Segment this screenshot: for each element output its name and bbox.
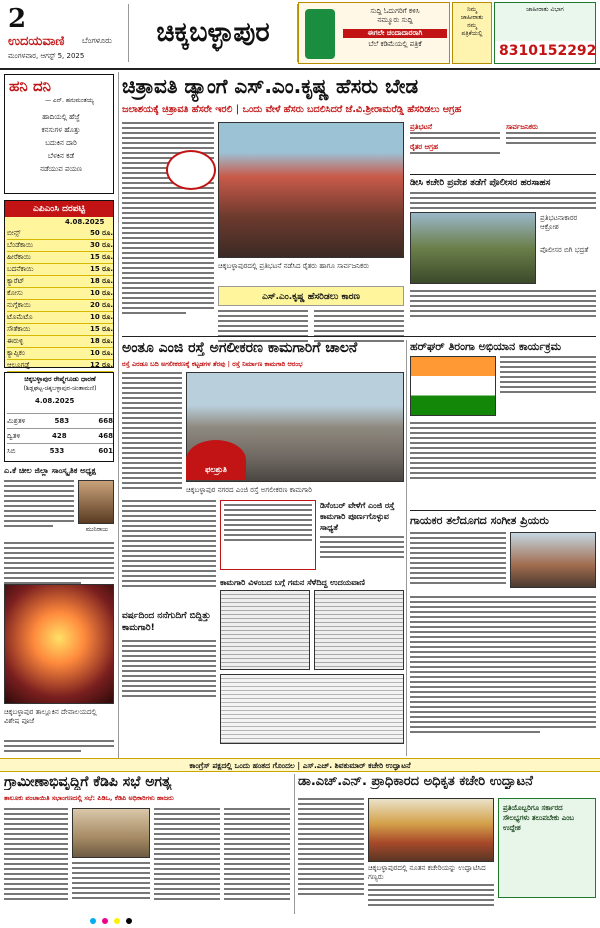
bottom-left-headline: ಗ್ರಾಮೀಣಾಭಿವೃದ್ಧಿಗೆ ಕೆಡಿಪಿ ಸಭೆ ಅಗತ್ಯ [4, 774, 172, 790]
bottom-left-sub: ತಾಲೂಕು ಪಂಚಾಯಿತಿ ಸಭಾಂಗಣದಲ್ಲಿ ಸಭೆ: ಪಿಡಿಒ, ಕೆಡಿಪಿ ಅಧಿಕಾರಿಗಳು ಹಾಜರು [4, 794, 174, 802]
clipping-2 [314, 590, 404, 670]
singer-title: ಗಾಯಕರ ತಲೆದೂಗದ ಸಂಗೀತ ಪ್ರಿಯರು [410, 514, 549, 527]
road-box [220, 500, 316, 570]
road-subhead: ರಸ್ತೆ ಎರಡೂ ಬದಿ ಅಗಲೀಕರಣಕ್ಕೆ ಕಟ್ಟಡಗಳ ತೆರವು | ರಸ್ತೆ ನಿರ್ಮಾಣ ಕಾಮಗಾರಿ ಆರಂಭ [122, 360, 303, 368]
market-b: 601 [98, 447, 113, 455]
ad3-line-1: ಜಾಹೀರಾತು ವಿಭಾಗ [526, 6, 564, 13]
rate-price: 15 ರೂ. [89, 325, 113, 333]
paper-name: ಉದಯವಾಣಿ [8, 34, 65, 49]
police-note: ಪ್ರತಿಭಟನಾಕಾರರ ಆಕ್ರೋಶ [540, 214, 578, 231]
subscription-ad [298, 2, 450, 64]
ad-phone: 8310152292 [499, 43, 597, 59]
market-row [7, 443, 113, 458]
page-number: 2 [8, 4, 27, 34]
market-b: 668 [98, 417, 113, 425]
honey-dani-box [4, 74, 114, 194]
market-date: 4.08.2025 [35, 397, 75, 405]
poem-line: ಬೆಳಕಿನ ಕಡೆ [47, 152, 75, 160]
rate-row [7, 312, 113, 324]
clipping-1 [220, 590, 310, 670]
market-a: 533 [49, 447, 65, 455]
rate-row [7, 240, 113, 252]
temple-photo [4, 584, 114, 704]
rate-item: ಕ್ಯಾರೆಟ್ [7, 277, 25, 285]
rate-price: 20 ರೂ. [89, 301, 113, 309]
obituary-photo [78, 480, 114, 524]
road-headline: ಅಂತೂ ಎಂಜಿ ರಸ್ತೆ ಅಗಲೀಕರಣ ಕಾಮಗಾರಿಗೆ ಚಾಲನೆ [122, 340, 358, 356]
clip-title: ಕಾಮಗಾರಿ ವಿಳಂಬದ ಬಗ್ಗೆ ಗಮನ ಸೆಳೆದಿದ್ದ ಉದಯವಾಣಿ [220, 578, 365, 587]
tiranga-photo [410, 356, 496, 416]
rate-row [7, 324, 113, 336]
masthead [0, 0, 600, 68]
police-note: ಪೊಲೀಸರ ಬಿಗಿ ಭದ್ರತೆ [540, 246, 589, 254]
ad-line-3: ಈಗಲೇ ಚಂದಾದಾರರಾಗಿ [343, 29, 447, 38]
rate-item: ನುಗ್ಗೆಕಾಯಿ [7, 301, 31, 309]
market-row [7, 413, 113, 428]
market-sub: (ಶಿಡ್ಲಘಟ್ಟ-ಚಿಕ್ಕಬಳ್ಳಾಪುರ-ಚಿಂತಾಮಣಿ) [23, 385, 97, 392]
rate-row [7, 276, 113, 288]
poem-line: ಬದುಕಿನ ದಾರಿ [45, 139, 77, 147]
rate-item: ಸೌತೆಕಾಯಿ [7, 325, 31, 333]
registration-marks [90, 918, 510, 926]
phalashruti-badge: ಫಲಶ್ರುತಿ [186, 440, 246, 480]
rate-row [7, 288, 113, 300]
obituary-title: ಎ.ಕೆ ಚೀಲ ಜಿಲ್ಲಾ ಸಾಂಸ್ಕೃತಿಕ ಅಧ್ಯಕ್ಷ [4, 466, 96, 475]
rates-date: 4.08.2025 [65, 218, 105, 226]
rate-price: 15 ರೂ. [89, 265, 113, 273]
silk-market-box [4, 372, 114, 462]
poem-line: ಕನಸುಗಳ ಹೊತ್ತು [41, 126, 81, 134]
ad-line-2: ನಮ್ಮೂರು ಸುದ್ದಿ [377, 16, 413, 24]
lead-box: ಎಸ್.ಎಂ.ಕೃಷ್ಣ ಹೆಸರಿಡಲು ಕಾರಣ [218, 286, 404, 306]
bullet-item: ಪ್ರತಿಭಟನೆ [410, 123, 433, 131]
honey-title: ಹನಿ ದನಿ [9, 77, 51, 95]
rate-item: ಬದನೆಕಾಯಿ [7, 265, 34, 273]
ad-line-1: ಸುದ್ದಿ ಓದುಗರಿಗೆ ಕಳಿಸಿ [370, 7, 420, 15]
lead-photo [218, 122, 404, 258]
singer-photo [510, 532, 596, 588]
tiranga-title: ಹರ್‌ಘರ್ ತಿರಂಗಾ ಅಭಿಯಾನ ಕಾರ್ಯಕ್ರಮ [410, 340, 562, 353]
road-photo-caption: ಚಿಕ್ಕಬಳ್ಳಾಪುರ ನಗರದ ಎಂಜಿ ರಸ್ತೆ ಅಗಲೀಕರಣ ಕಾಮಗಾರಿ [186, 486, 312, 494]
date-line: ಮಂಗಳವಾರ, ಆಗಸ್ಟ್ 5, 2025 [8, 52, 85, 60]
rate-row [7, 228, 113, 240]
bottom-strip: ಕಾಂಗ್ರೆಸ್ ಪಕ್ಷದಲ್ಲಿ ಒಂದು ಹಂತದ ಗೊಂದಲ | ಎಸ್.ಎಚ್. ಶಿವಕುಮಾರ್ ಕಚೇರಿ ಉದ್ಘಾಟನೆ [0, 758, 600, 772]
market-a: 428 [52, 432, 67, 440]
obituary-name: ಮುನಿರಾಜು [85, 526, 109, 533]
temple-caption: ಚಿಕ್ಕಬಳ್ಳಾಪುರ ತಾಲ್ಲೂಕಿನ ದೇವಾಲಯದಲ್ಲಿ ವಿಶೇಷ ಪೂಜೆ [4, 708, 97, 725]
rate-price: 10 ರೂ. [89, 313, 113, 321]
rate-item: ಕ್ಯಾಪ್ಸಿಕಂ [7, 349, 25, 357]
rate-row [7, 252, 113, 264]
rate-price: 15 ರೂ. [89, 253, 113, 261]
rate-price: 30 ರೂ. [89, 241, 113, 249]
lead-subhead: ಜಲಾಶಯಕ್ಕೆ ಚಿತ್ರಾವತಿ ಹೆಸರೇ ಇರಲಿ | ಒಂದು ವೇಳೆ ಹೆಸರು ಬದಲಿಸಿದರೆ ಜೆ.ವಿ.ಶ್ರೀರಾಮರೆಡ್ಡಿ ಹೆಸರಿಡಲು ಆಗ್ರಹ [122, 104, 462, 115]
side-title: ವರ್ಷದಿಂದ ನನೆಗುದಿಗೆ ಬಿದ್ದಿತ್ತು ಕಾಮಗಾರಿ! [122, 611, 211, 633]
market-label: ಮಿಶ್ರತಳಿ [7, 417, 26, 425]
market-row [7, 428, 113, 443]
market-a: 583 [54, 417, 70, 425]
bullet-item: ರೈತರ ಆಗ್ರಹ [410, 143, 439, 151]
ad2-line-1: ನಿಮ್ಮ ಜಾಹೀರಾತು [460, 6, 484, 21]
quote-box: ಪ್ರತಿಯೊಬ್ಬರಿಗೂ ಸರ್ಕಾರದ ಸೌಲಭ್ಯಗಳು ತಲುಪಬೇಕು ಎಂಬ ಉದ್ದೇಶ [498, 798, 596, 898]
rate-price: 10 ರೂ. [89, 349, 113, 357]
lead-photo-caption: ಚಿಕ್ಕಬಳ್ಳಾಪುರದಲ್ಲಿ ಪ್ರತಿಭಟನೆ ನಡೆಸಿದ ರೈತರು ಹಾಗೂ ಸಾರ್ವಜನಿಕರು [218, 262, 370, 270]
meeting-photo [72, 808, 150, 858]
lead-photo-stamp [166, 150, 216, 190]
market-label: ದ್ವಿತಳಿ [7, 432, 21, 440]
left-column [0, 72, 118, 832]
rate-item: ಟೊಮೆಟೊ [7, 313, 33, 321]
apmc-rates-table [4, 200, 114, 368]
inauguration-caption: ಚಿಕ್ಕಬಳ್ಳಾಪುರದಲ್ಲಿ ನೂತನ ಕಚೇರಿಯನ್ನು ಉದ್ಘಾಟಿಸಿದ ಗಣ್ಯರು [368, 864, 486, 881]
lead-bullets [410, 122, 596, 172]
poem-line: ಹಾದಿಯಲ್ಲಿ ಹೆಜ್ಜೆ [42, 113, 80, 121]
road-box-title: ಡಿಸೆಂಬರ್ ವೇಳೆಗೆ ಎಂಜಿ ರಸ್ತೆ ಕಾಮಗಾರಿ ಪೂರ್ಣಗೊಳ್ಳುವ ಸಾಧ್ಯತೆ [320, 501, 395, 532]
inauguration-photo [368, 798, 494, 862]
poem-line: ನಡೆಯುವ ಪಯಣ [40, 165, 82, 173]
rate-row [7, 336, 113, 348]
police-title: ಡೀಸಿ ಕಚೇರಿ ಪ್ರವೇಶ ತಡೆಗೆ ಪೊಲೀಸರ ಹರಸಾಹಸ [410, 178, 551, 188]
phone-graphic [305, 9, 335, 59]
rate-price: 12 ರೂ. [89, 361, 113, 369]
clipping-3 [220, 674, 404, 744]
rate-item: ಆಲೂಗಡ್ಡೆ [7, 361, 30, 369]
honey-by: — ಎನ್. ಹನುಮಂತಯ್ಯ [45, 97, 95, 104]
rate-price: 18 ರೂ. [89, 337, 113, 345]
rate-price: 18 ರೂ. [89, 277, 113, 285]
ad-box-3 [494, 2, 596, 64]
rates-title: ಎಪಿಎಂಸಿ ದರಪಟ್ಟಿ [5, 201, 113, 217]
ad-box-2 [452, 2, 492, 64]
rate-row [7, 300, 113, 312]
rate-item: ಬೀನ್ಸ್ [7, 229, 21, 237]
market-label: ಸಿಬಿ [7, 447, 16, 455]
ad-line-4: ಬೆಲೆ ಕಡಿಮೆಯಲ್ಲಿ ಪತ್ರಿಕೆ [368, 40, 422, 48]
rate-price: 50 ರೂ. [89, 229, 113, 237]
rate-item: ಹೀರೆಕಾಯಿ [7, 253, 31, 261]
ad2-line-2: ನಮ್ಮ ಪತ್ರಿಕೆಯಲ್ಲಿ [461, 22, 483, 37]
rate-row [7, 360, 113, 372]
rate-item: ಬೆಂಡೆಕಾಯಿ [7, 241, 34, 249]
market-title: ಚಿಕ್ಕಬಳ್ಳಾಪುರ ರೇಷ್ಮೆಗೂಡು ಧಾರಣೆ [24, 375, 96, 383]
rate-item: ಈರುಳ್ಳಿ [7, 337, 24, 345]
rate-row [7, 348, 113, 360]
district-title-box [128, 4, 298, 62]
district-title: ಚಿಕ್ಕಬಳ್ಳಾಪುರ [156, 17, 270, 48]
police-photo [410, 212, 536, 284]
rate-row [7, 264, 113, 276]
bullet-item: ಸಾರ್ವಜನಿಕರು [506, 123, 538, 131]
rate-price: 10 ರೂ. [89, 289, 113, 297]
bottom-right-headline: ಡಾ.ಎಚ್.ಎನ್. ಪ್ರಾಧಿಕಾರದ ಅಧಿಕೃತ ಕಚೇರಿ ಉದ್ಘಾಟನೆ [298, 774, 533, 789]
lead-headline: ಚಿತ್ರಾವತಿ ಡ್ಯಾಂಗೆ ಎಸ್.ಎಂ.ಕೃಷ್ಣ ಹೆಸರು ಬೇಡ [122, 74, 419, 98]
market-b: 468 [98, 432, 113, 440]
edition-tag: ಬೆಂಗಳೂರು [82, 36, 112, 45]
rate-item: ಕೋಸು [7, 289, 23, 297]
